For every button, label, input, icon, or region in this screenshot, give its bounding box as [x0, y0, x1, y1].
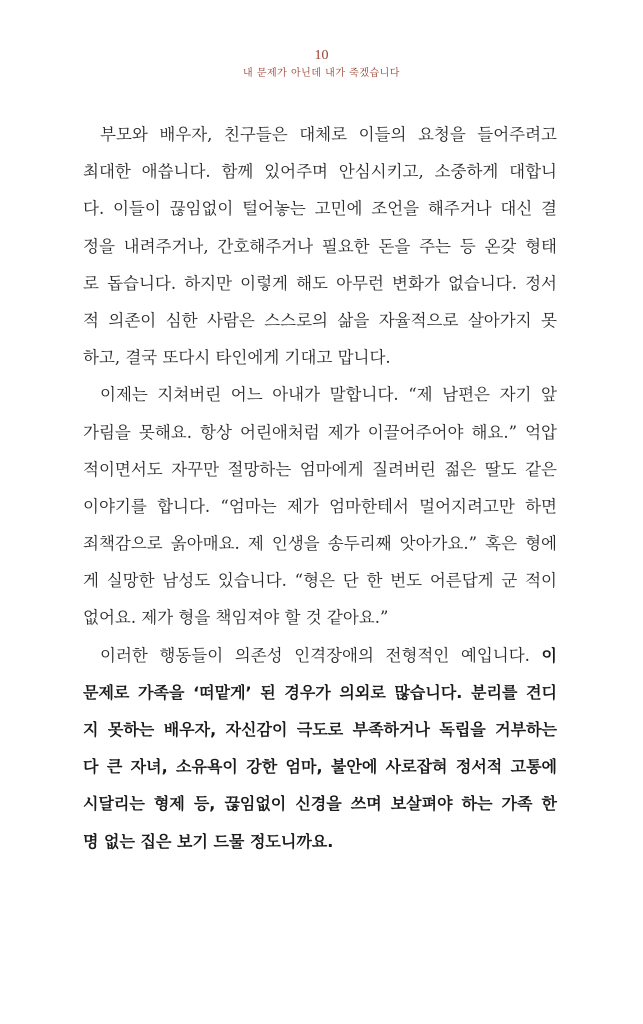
bold-text-line: 명 없는 집은 보기 드물 정도니까요. [83, 831, 334, 851]
text-line: 적이면서도 자꾸만 절망하는 엄마에게 질려버린 젊은 딸도 같은 [83, 459, 557, 479]
text-line: 가림을 못해요. 항상 어린애처럼 제가 이끌어주어야 해요.” 억압 [83, 422, 557, 442]
text-line: 없어요. 제가 형을 책임져야 할 것 같아요.” [83, 608, 389, 628]
running-title: 내 문제가 아닌데 내가 죽겠습니다 [243, 68, 400, 79]
bold-text-line: 다 큰 자녀, 소유욕이 강한 엄마, 불안에 사로잡혀 정서적 고통에 [83, 757, 557, 777]
body-text [83, 116, 557, 860]
text-line: 부모와 배우자, 친구들은 대체로 이들의 요청을 들어주려고 [100, 125, 557, 144]
text-line: 로 돕습니다. 하지만 이렇게 해도 아무런 변화가 없습니다. 정서 [83, 273, 557, 293]
regular-text: 이러한 행동들이 의존성 인격장애의 전형적인 예입니다. [100, 645, 530, 665]
bold-text-line: 지 못하는 배우자, 자신감이 극도로 부족하거나 독립을 거부하는 [83, 720, 557, 739]
bold-text-line: 문제로 가족을 ‘떠맡게’ 된 경우가 의외로 많습니다. 분리를 견디 [83, 682, 557, 702]
page-header [0, 48, 643, 80]
text-line: 하고, 결국 또다시 타인에게 기대고 맙니다. [83, 348, 391, 368]
text-line: 게 실망한 남성도 있습니다. “형은 단 한 번도 어른답게 군 적이 [83, 571, 557, 591]
text-line: 이제는 지쳐버린 어느 아내가 말합니다. “제 남편은 자기 앞 [100, 385, 557, 405]
paragraph-1 [83, 116, 557, 376]
text-line: 이야기를 합니다. “엄마는 제가 엄마한테서 멀어지려고만 하면 [83, 496, 557, 516]
text-line: 적 의존이 심한 사람은 스스로의 삶을 자율적으로 살아가지 못 [83, 310, 557, 330]
text-line: 최대한 애씁니다. 함께 있어주며 안심시키고, 소중하게 대합니 [83, 162, 557, 182]
bold-text: 이 [541, 645, 557, 665]
text-line: 죄책감으로 옭아매요. 제 인생을 송두리째 앗아가요.” 혹은 형에 [83, 534, 557, 554]
text-line [83, 637, 557, 674]
bold-text-line: 시달리는 형제 등, 끊임없이 신경을 쓰며 보살펴야 하는 가족 한 [83, 794, 557, 814]
text-line: 정을 내려주거나, 간호해주거나 필요한 돈을 주는 등 온갖 형태 [83, 236, 557, 256]
text-line: 다. 이들이 끊임없이 털어놓는 고민에 조언을 해주거나 대신 결 [83, 199, 557, 219]
paragraph-3 [83, 637, 557, 860]
page-number: 10 [314, 48, 329, 63]
paragraph-2 [83, 376, 557, 636]
